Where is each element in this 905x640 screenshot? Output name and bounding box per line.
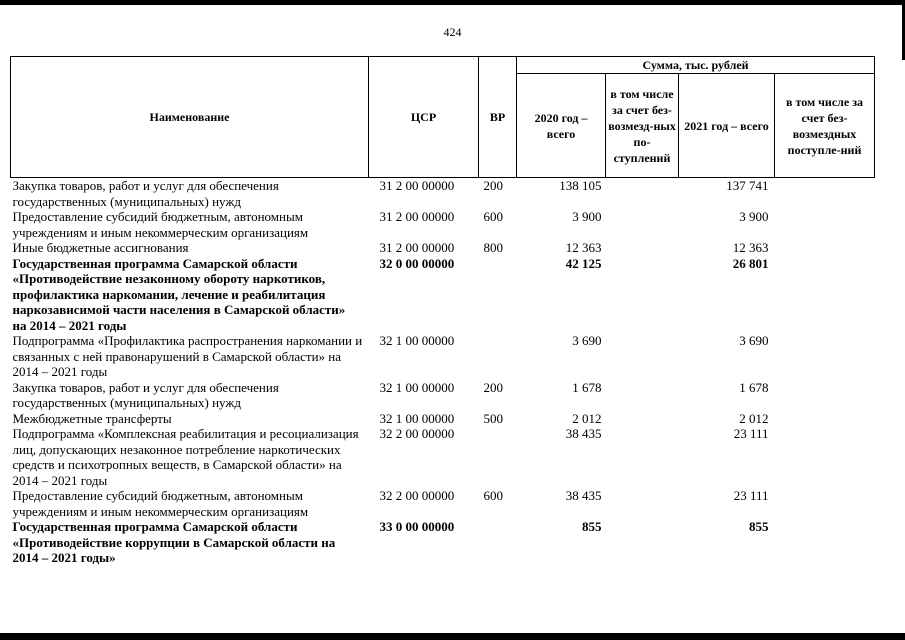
table-row	[11, 426, 875, 488]
table-row	[11, 411, 875, 427]
row-incl-2021	[775, 411, 875, 427]
row-total-2021: 23 111	[733, 426, 769, 441]
row-incl-2020	[606, 426, 679, 488]
row-total-2020: 2 012	[572, 410, 602, 426]
row-csr: 32 1 00 00000	[379, 410, 455, 426]
table-row	[11, 240, 875, 256]
row-total-2021: 3 690	[739, 333, 769, 348]
row-total-2020: 42 125	[565, 255, 602, 271]
row-incl-2021	[775, 209, 875, 240]
row-vr: 600	[483, 488, 503, 503]
table-row	[11, 519, 875, 566]
row-total-2020: 38 435	[565, 488, 602, 503]
row-incl-2021	[775, 426, 875, 488]
row-name: Государственная программа Самарской области «Противодействие коррупции в Самарской области на 2014 – 2021 годы»	[12, 519, 336, 565]
table-row	[11, 333, 875, 380]
row-csr: 31 2 00 00000	[379, 209, 455, 224]
row-total-2020: 138 105	[559, 178, 602, 193]
row-incl-2021	[775, 240, 875, 256]
row-vr: 200	[483, 178, 503, 193]
row-csr: 32 1 00 00000	[379, 333, 455, 348]
table-row	[11, 380, 875, 411]
col-header-sum-group: Сумма, тыс. рублей	[517, 57, 875, 74]
row-total-2021: 137 741	[726, 178, 769, 193]
row-incl-2020	[606, 488, 679, 519]
row-vr: 600	[483, 209, 503, 224]
row-name: Межбюджетные трансферты	[12, 410, 172, 426]
row-total-2021: 855	[749, 519, 769, 534]
col-header-name: Наименование	[11, 57, 369, 178]
row-incl-2021	[775, 333, 875, 380]
row-name: Предоставление субсидий бюджетным, автономным учреждениям и иным некоммерческим организациям	[12, 488, 309, 519]
col-header-incl-2021: в том числе за счет без-возмездных поступле-ний	[775, 74, 875, 178]
row-csr: 33 0 00 00000	[379, 519, 455, 534]
row-vr	[479, 519, 517, 566]
row-csr: 31 2 00 00000	[379, 178, 455, 193]
row-csr: 32 1 00 00000	[379, 379, 455, 395]
row-incl-2020	[606, 240, 679, 256]
row-name: Подпрограмма «Профилактика распространения наркомании и связанных с ней правонарушений в Самарской области» на 2014 – 2021 годы	[12, 333, 363, 379]
row-incl-2020	[606, 411, 679, 427]
row-incl-2021	[775, 488, 875, 519]
row-total-2021: 3 900	[739, 209, 769, 224]
table-body	[11, 178, 875, 566]
row-total-2020: 3 900	[572, 209, 602, 224]
row-total-2021: 23 111	[733, 488, 769, 503]
row-csr: 31 2 00 00000	[379, 240, 455, 255]
row-vr: 800	[483, 240, 503, 255]
row-total-2021: 1 678	[739, 379, 769, 395]
col-header-vr: ВР	[479, 57, 517, 178]
row-name: Иные бюджетные ассигнования	[12, 240, 189, 255]
row-csr: 32 2 00 00000	[379, 488, 455, 503]
row-incl-2021	[775, 380, 875, 411]
table-row	[11, 178, 875, 210]
table-row	[11, 256, 875, 334]
row-total-2020: 855	[582, 519, 602, 534]
row-vr	[479, 426, 517, 488]
row-vr	[479, 256, 517, 334]
row-incl-2020	[606, 209, 679, 240]
col-header-total-2020: 2020 год – всего	[517, 74, 606, 178]
row-incl-2020	[606, 256, 679, 334]
row-incl-2020	[606, 178, 679, 210]
row-name: Предоставление субсидий бюджетным, автономным учреждениям и иным некоммерческим организациям	[12, 209, 309, 240]
row-incl-2020	[606, 333, 679, 380]
row-vr: 200	[483, 379, 503, 395]
table-row	[11, 488, 875, 519]
row-total-2020: 12 363	[565, 240, 602, 255]
row-total-2020: 1 678	[572, 379, 602, 395]
row-incl-2020	[606, 380, 679, 411]
bottom-border-rule	[0, 633, 905, 640]
top-border-rule	[0, 0, 905, 5]
row-total-2021: 12 363	[732, 240, 769, 255]
row-name: Подпрограмма «Комплексная реабилитация и ресоциализация лиц, допускающих незаконное потребление наркотических средств и психотропных веществ, в Самарской области» на 2014 – 2021 годы	[12, 426, 359, 488]
col-header-incl-2020: в том числе за счет без-возмезд-ных по-ступлений	[606, 74, 679, 178]
row-name: Закупка товаров, работ и услуг для обеспечения государственных (муниципальных) нужд	[12, 379, 279, 410]
table-row	[11, 209, 875, 240]
row-total-2020: 3 690	[572, 333, 602, 348]
table-header	[11, 57, 875, 178]
page-number: 424	[443, 25, 462, 39]
row-name: Закупка товаров, работ и услуг для обеспечения государственных (муниципальных) нужд	[12, 178, 279, 209]
col-header-csr: ЦСР	[369, 57, 479, 178]
row-total-2021: 26 801	[732, 255, 769, 271]
row-vr	[479, 333, 517, 380]
row-incl-2021	[775, 256, 875, 334]
row-incl-2021	[775, 178, 875, 210]
row-name: Государственная программа Самарской области «Противодействие незаконному обороту наркотиков, профилактика наркомании, лечение и реабилитация наркозависимой части населения в Самарской области» на 2014 – 2021 годы	[12, 255, 346, 333]
row-total-2021: 2 012	[739, 410, 769, 426]
row-total-2020: 38 435	[565, 426, 602, 441]
row-incl-2021	[775, 519, 875, 566]
row-incl-2020	[606, 519, 679, 566]
budget-table	[10, 56, 875, 566]
row-csr: 32 2 00 00000	[379, 426, 455, 441]
row-vr: 500	[483, 410, 503, 426]
col-header-total-2021: 2021 год – всего	[679, 74, 775, 178]
row-csr: 32 0 00 00000	[379, 255, 455, 271]
